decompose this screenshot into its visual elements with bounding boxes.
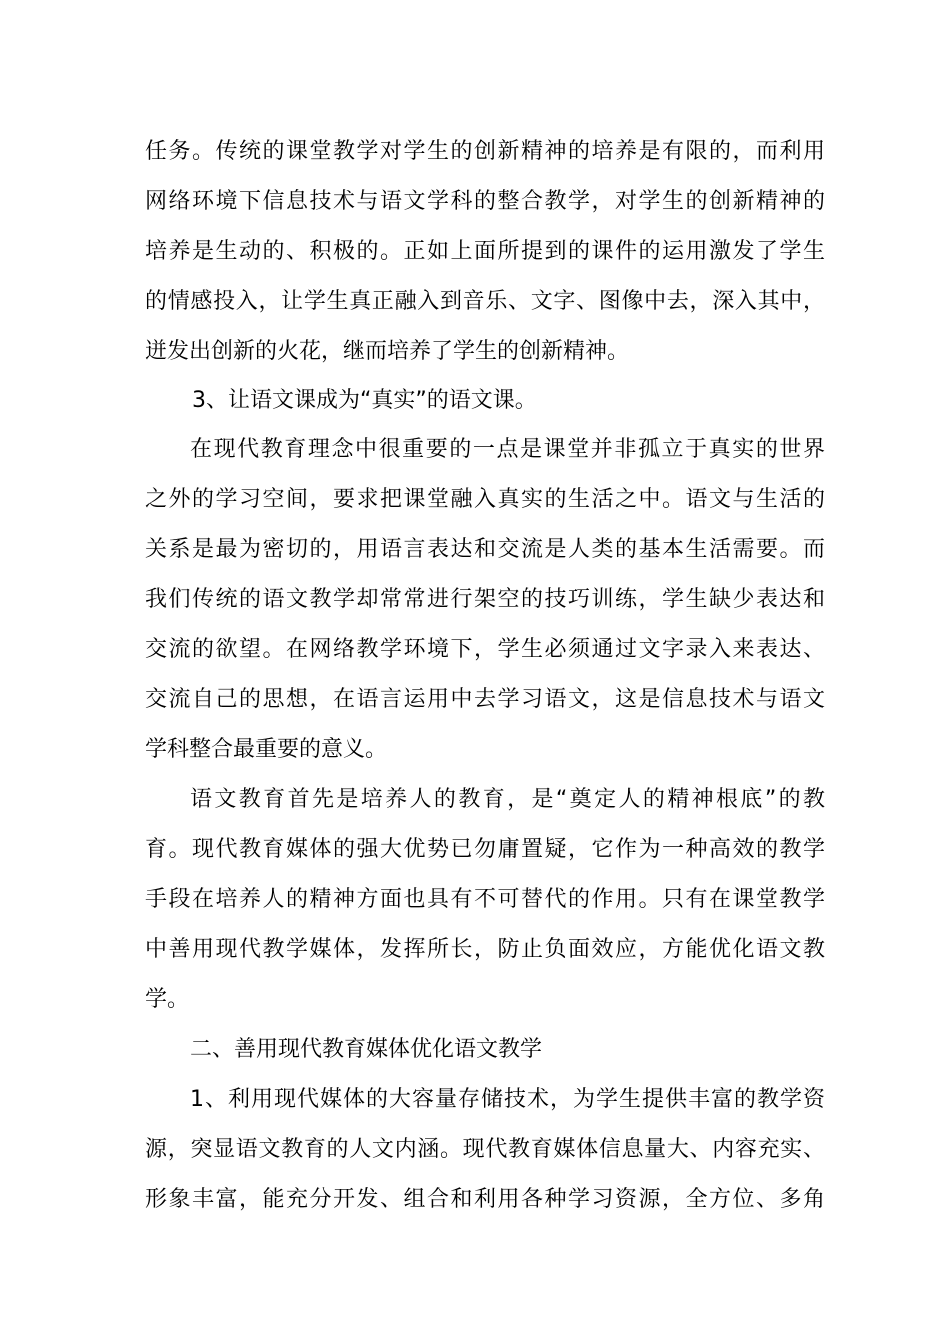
section-heading: 二、善用现代教育媒体优化语文教学 xyxy=(190,1037,543,1062)
paragraph-first-line: 语文教育首先是培养人的教育，是“奠定人的精神根底”的教 xyxy=(190,787,825,812)
text-line: 手段在培养人的精神方面也具有不可替代的作用。只有在课堂教学 xyxy=(145,887,825,912)
text-line: 任务。传统的课堂教学对学生的创新精神的培养是有限的，而利用 xyxy=(145,139,825,164)
text-line: 学。 xyxy=(145,987,190,1012)
text-line: 中善用现代教学媒体，发挥所长，防止负面效应，方能优化语文教 xyxy=(145,937,825,962)
section-heading: 3、让语文课成为“真实”的语文课。 xyxy=(192,388,537,413)
text-line: 迸发出创新的火花，继而培养了学生的创新精神。 xyxy=(145,339,630,364)
text-line: 形象丰富，能充分开发、组合和利用各种学习资源，全方位、多角 xyxy=(145,1187,825,1212)
text-line: 交流自己的思想，在语言运用中去学习语文，这是信息技术与语文 xyxy=(145,687,825,712)
text-line: 学科整合最重要的意义。 xyxy=(145,737,388,762)
text-line: 源，突显语文教育的人文内涵。现代教育媒体信息量大、内容充实、 xyxy=(145,1137,825,1162)
text-line: 关系是最为密切的，用语言表达和交流是人类的基本生活需要。而 xyxy=(145,537,825,562)
text-line: 的情感投入，让学生真正融入到音乐、文字、图像中去，深入其中， xyxy=(145,289,825,314)
text-line: 交流的欲望。在网络教学环境下，学生必须通过文字录入来表达、 xyxy=(145,637,825,662)
paragraph-first-line: 1、利用现代媒体的大容量存储技术，为学生提供丰富的教学资 xyxy=(190,1087,825,1112)
text-line: 我们传统的语文教学却常常进行架空的技巧训练，学生缺少表达和 xyxy=(145,587,825,612)
text-line: 之外的学习空间，要求把课堂融入真实的生活之中。语文与生活的 xyxy=(145,487,825,512)
text-line: 网络环境下信息技术与语文学科的整合教学，对学生的创新精神的 xyxy=(145,189,825,214)
text-line: 育。现代教育媒体的强大优势已勿庸置疑，它作为一种高效的教学 xyxy=(145,837,825,862)
text-line: 培养是生动的、积极的。正如上面所提到的课件的运用激发了学生 xyxy=(145,239,825,264)
paragraph-first-line: 在现代教育理念中很重要的一点是课堂并非孤立于真实的世界 xyxy=(190,437,825,462)
